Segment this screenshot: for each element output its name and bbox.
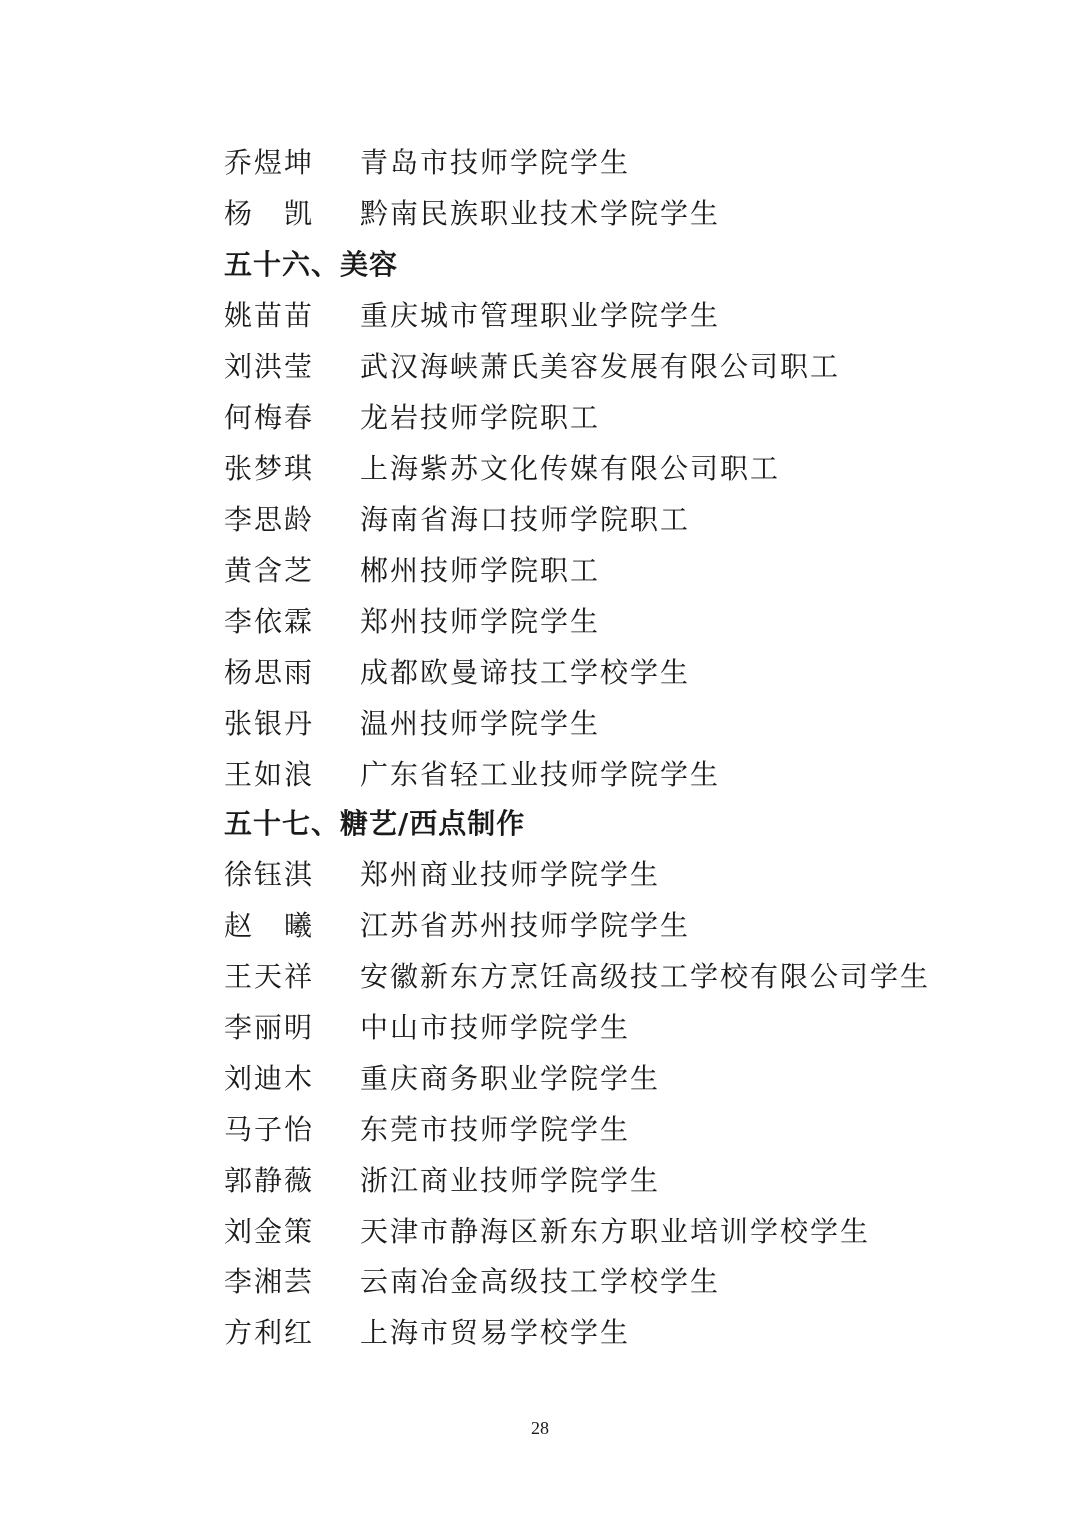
person-name: 姚苗苗	[224, 299, 315, 332]
person-affiliation: 安徽新东方烹饪高级技工学校有限公司学生	[360, 960, 931, 993]
person-name: 王如浪	[224, 758, 315, 791]
person-affiliation: 成都欧曼谛技工学校学生	[360, 656, 691, 689]
list-item	[224, 294, 720, 334]
list-item	[224, 1311, 630, 1351]
list-item	[224, 904, 690, 944]
person-name: 黄含芝	[224, 554, 315, 587]
list-item	[224, 1159, 660, 1199]
person-name: 赵 曦	[224, 909, 315, 942]
person-name: 刘洪莹	[224, 350, 315, 383]
person-affiliation: 海南省海口技师学院职工	[360, 503, 691, 536]
person-affiliation: 青岛市技师学院学生	[360, 146, 631, 179]
person-name: 乔煜坤	[224, 146, 315, 179]
person-affiliation: 重庆城市管理职业学院学生	[360, 299, 721, 332]
list-item	[224, 1210, 870, 1250]
person-name: 徐钰淇	[224, 858, 315, 891]
list-item	[224, 651, 690, 691]
list-item	[224, 1260, 720, 1300]
person-name: 李湘芸	[224, 1265, 315, 1298]
person-affiliation: 天津市静海区新东方职业培训学校学生	[360, 1215, 871, 1248]
person-name: 杨 凯	[224, 197, 315, 230]
list-item	[224, 955, 930, 995]
person-affiliation: 郑州技师学院学生	[360, 605, 601, 638]
person-affiliation: 东莞市技师学院学生	[360, 1113, 631, 1146]
person-name: 郭静薇	[224, 1164, 315, 1197]
person-affiliation: 龙岩技师学院职工	[360, 401, 601, 434]
list-item	[224, 141, 630, 181]
person-affiliation: 上海紫苏文化传媒有限公司职工	[360, 452, 781, 485]
list-item	[224, 396, 600, 436]
person-affiliation: 广东省轻工业技师学院学生	[360, 758, 721, 791]
section-heading: 五十六、美容	[224, 248, 399, 281]
person-name: 李丽明	[224, 1011, 315, 1044]
person-name: 何梅春	[224, 401, 315, 434]
person-affiliation: 上海市贸易学校学生	[360, 1316, 631, 1349]
person-name: 杨思雨	[224, 656, 315, 689]
list-item	[224, 702, 600, 742]
list-item	[224, 498, 690, 538]
person-affiliation: 江苏省苏州技师学院学生	[360, 909, 691, 942]
person-name: 李依霖	[224, 605, 315, 638]
person-affiliation: 浙江商业技师学院学生	[360, 1164, 661, 1197]
person-name: 李思龄	[224, 503, 315, 536]
page-number: 28	[531, 1418, 549, 1438]
person-affiliation: 郑州商业技师学院学生	[360, 858, 661, 891]
person-name: 刘迪木	[224, 1062, 315, 1095]
list-item	[224, 447, 780, 487]
list-item	[224, 600, 600, 640]
section-heading: 五十七、糖艺/西点制作	[224, 807, 526, 840]
person-affiliation: 重庆商务职业学院学生	[360, 1062, 661, 1095]
list-item	[224, 192, 720, 232]
list-item	[224, 1057, 660, 1097]
person-affiliation: 黔南民族职业技术学院学生	[360, 197, 721, 230]
list-item	[224, 549, 600, 589]
person-name: 张梦琪	[224, 452, 315, 485]
person-name: 方利红	[224, 1316, 315, 1349]
list-item	[224, 853, 660, 893]
person-name: 王天祥	[224, 960, 315, 993]
person-name: 张银丹	[224, 707, 315, 740]
person-name: 马子怡	[224, 1113, 315, 1146]
person-affiliation: 云南冶金高级技工学校学生	[360, 1265, 721, 1298]
person-affiliation: 温州技师学院学生	[360, 707, 601, 740]
person-affiliation: 武汉海峡萧氏美容发展有限公司职工	[360, 350, 841, 383]
list-item	[224, 1006, 630, 1046]
person-name: 刘金策	[224, 1215, 315, 1248]
person-affiliation: 郴州技师学院职工	[360, 554, 601, 587]
person-affiliation: 中山市技师学院学生	[360, 1011, 631, 1044]
list-item	[224, 753, 720, 793]
list-item	[224, 345, 840, 385]
list-item	[224, 1108, 630, 1148]
